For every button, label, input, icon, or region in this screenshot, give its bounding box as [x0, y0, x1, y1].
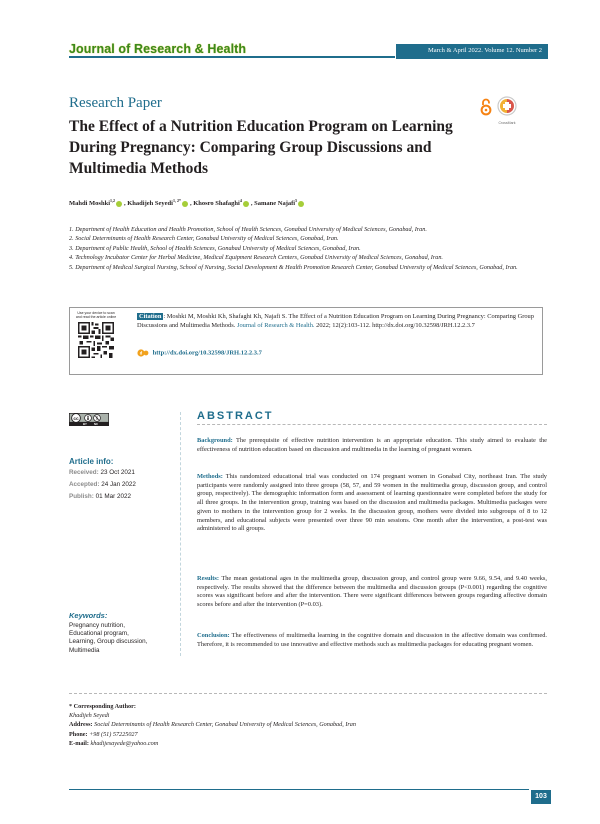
received-value: 23 Oct 2021: [100, 469, 135, 476]
abstract-conclusion: [197, 632, 547, 649]
accepted-date: [69, 481, 136, 488]
doi-url[interactable]: http://dx.doi.org/10.32598/JRH.12.2.3.7: [152, 349, 262, 357]
doi-icon: [137, 349, 149, 357]
keyword: Educational program,: [69, 630, 129, 638]
orcid-icon[interactable]: [116, 201, 122, 207]
orcid-icon[interactable]: [298, 201, 304, 207]
cc-by-nc-license-icon[interactable]: [69, 413, 109, 426]
abstract-methods: [197, 473, 547, 534]
author-name: Khosro Shafaghi: [193, 200, 240, 208]
paper-type: Research Paper: [69, 95, 162, 111]
abstract-title: ABSTRACT: [197, 410, 274, 422]
phone-value: +98 (51) 57225027: [89, 730, 138, 738]
citation-details: 2022; 12(2):103-112. http://dx.doi.org/10.32598/JRH.12.2.3.7: [316, 322, 475, 329]
results-heading: Results:: [197, 575, 220, 582]
address-label: Address:: [69, 721, 93, 729]
corresponding-title: * Corresponding Author:: [69, 703, 136, 710]
address-value: Social Determinants of Health Research Center, Gonabad University of Medical Sciences, Gonabad, Iran: [94, 721, 356, 729]
conclusion-heading: Conclusion:: [197, 632, 230, 639]
keywords-list: [69, 622, 179, 655]
email-label: E-mail:: [69, 739, 89, 747]
svg-text:cc: cc: [73, 416, 79, 422]
corresponding-name: Khadijeh Seyedi: [69, 712, 110, 720]
results-text: The mean gestational ages in the multimedia group, discussion group, and control group were 9.66, 9.54, and 9.40 weeks, respectively. The results showed that the difference between the multimedia and discussion groups (P<0.001) regarding the cognitive scores was significant before and after the intervention. There were significant differences between groups regarding affective domain scores before and after the intervention (P=0.03).: [197, 575, 548, 609]
abstract-rule: [197, 424, 547, 425]
crossmark-icon[interactable]: [496, 96, 518, 125]
open-access-icon: [480, 98, 492, 116]
svg-text:NC: NC: [94, 422, 99, 426]
author-name: Khadijeh Seyedi: [127, 200, 173, 208]
email-value[interactable]: khadijesayede@yahoo.com: [90, 739, 159, 747]
issue-info: March & April 2022. Volume 12. Number 2: [396, 44, 548, 59]
affiliations: [69, 225, 539, 272]
author-affil-sup: 1,2: [110, 198, 115, 203]
corresponding-author: [69, 702, 356, 748]
journal-name: Journal of Research & Health: [69, 42, 247, 56]
citation-journal[interactable]: Journal of Research & Health.: [236, 322, 315, 329]
crossmark-label: CrossMark: [498, 121, 516, 125]
orcid-icon[interactable]: [182, 201, 188, 207]
header-rule: [69, 56, 395, 58]
keywords-title: Keywords:: [69, 611, 108, 620]
citation-text: Citation : Moshki M, Moshki Kh, Shafaghi Kh, Najafi S. The Effect of a Nutrition Education Program on Learning During Pregnancy: Comparing Group Discussions and Multimedia Methods. Journal of Research & Health. 2022; 12(2):103-112. http://dx.doi.org/10.32598/JRH.12.2.3.7: [137, 313, 534, 329]
orcid-icon[interactable]: [243, 201, 249, 207]
conclusion-text: The effectiveness of multimedia learning in the cognitive domain and discussion in the affective domain was confirmed. Therefore, it is recommended to use innovative and effective methods such as multimedia packages for educating pregnant women.: [197, 632, 547, 648]
abstract-background: [197, 437, 547, 454]
author-affil-sup: 5: [295, 198, 298, 203]
background-text: The prerequisite of effective nutrition intervention is an appropriate education. This study aimed to evaluate the effectiveness of nutrition education based on discussion and multimedia in the learning of pregnant women.: [197, 437, 548, 453]
phone-label: Phone:: [69, 730, 88, 738]
article-info-title: Article info:: [69, 457, 114, 466]
author-list: Mahdi Moshki$^{1,2}$ , Khadijeh Seyedi$^{1, 2*}$ , Khosro Shafaghi$^4$ , Samane Najafi$^5$: [69, 198, 306, 207]
accepted-value: 24 Jan 2022: [101, 481, 136, 488]
affiliation: 2. Social Determinants of Health Research Center, Gonabad University of Medical Sciences, Gonabad, Iran.: [69, 235, 339, 243]
affiliation: 3. Department of Public Health, School of Health Sciences, Gonabad University of Medical Sciences, Gonabad, Iran.: [69, 244, 361, 252]
footer-rule: [69, 789, 529, 790]
author-name: Samane Najafi: [254, 200, 296, 208]
paper-title: The Effect of a Nutrition Education Program on Learning During Pregnancy: Comparing Group Discussions and Multimedia Methods: [69, 118, 453, 177]
author-affil-sup: 4: [239, 198, 242, 203]
affiliation: 4. Technology Incubator Center for Herbal Medicine, Medical Equipment Research Centers, Gonabad University of Medical Sciences, Gonabad, Iran.: [69, 254, 443, 262]
page-number: 103: [531, 790, 551, 804]
abstract-results: [197, 575, 547, 610]
methods-heading: Methods:: [197, 473, 223, 480]
keyword: Learning, Group discussion,: [69, 638, 148, 646]
received-date: [69, 469, 135, 476]
publish-label: Publish:: [69, 493, 94, 500]
methods-text: This randomized educational trial was conducted on 174 pregnant women in Gonabad City, northeast Iran. The study participants were randomly assigned into three groups (58, 57, and 59 women in the multimedia group, discussion group, and control group, respectively). The demographic information form and assessment of learning questionnaire were completed before the study for all three groups. In the intervention group, training was based on the discussion and multimedia packages. Multimedia packages were given to mothers in the intervention group for 2 weeks. In the discussion group, mothers were divided into subgroups of 8 to 12 members, and educational subjects were presented over three 90 min sessions. One month after the intervention, a post-test was administered to all groups.: [197, 473, 547, 533]
keyword: Pregnancy nutrition,: [69, 622, 126, 629]
qr-code[interactable]: [78, 322, 114, 358]
background-heading: Background:: [197, 437, 233, 444]
received-label: Received:: [69, 469, 99, 476]
qr-caption: Use your device to scan and read the article online: [75, 311, 117, 319]
citation-label: Citation: [139, 313, 162, 320]
affiliation: 5. Department of Medical Surgical Nursing, School of Nursing, Social Development & Health Promotion Research Center, Gonabad University of Medical Sciences, Gonabad, Iran.: [69, 263, 518, 271]
corresponding-rule: [69, 693, 547, 694]
svg-text:BY: BY: [83, 422, 87, 426]
doi-link[interactable]: [137, 349, 262, 357]
publish-date: [69, 493, 131, 500]
citation-body: Moshki M, Moshki Kh, Shafaghi Kh, Najafi S. The Effect of a Nutrition Education Program on Learning During Pregnancy: Comparing Group Discussions and Multimedia Methods.: [137, 313, 534, 329]
affiliation: 1. Department of Health Education and Health Promotion, School of Health Sciences, Gonabad University of Medical Sciences, Gonabad, Iran.: [69, 226, 427, 233]
svg-text:d: d: [139, 350, 143, 356]
column-divider: [180, 412, 181, 656]
publish-value: 01 Mar 2022: [95, 493, 131, 500]
accepted-label: Accepted:: [69, 481, 100, 488]
keyword: Multimedia: [69, 646, 100, 654]
author-affil-sup: 1, 2*: [172, 198, 181, 203]
author-name: Mahdi Moshki: [69, 200, 110, 208]
